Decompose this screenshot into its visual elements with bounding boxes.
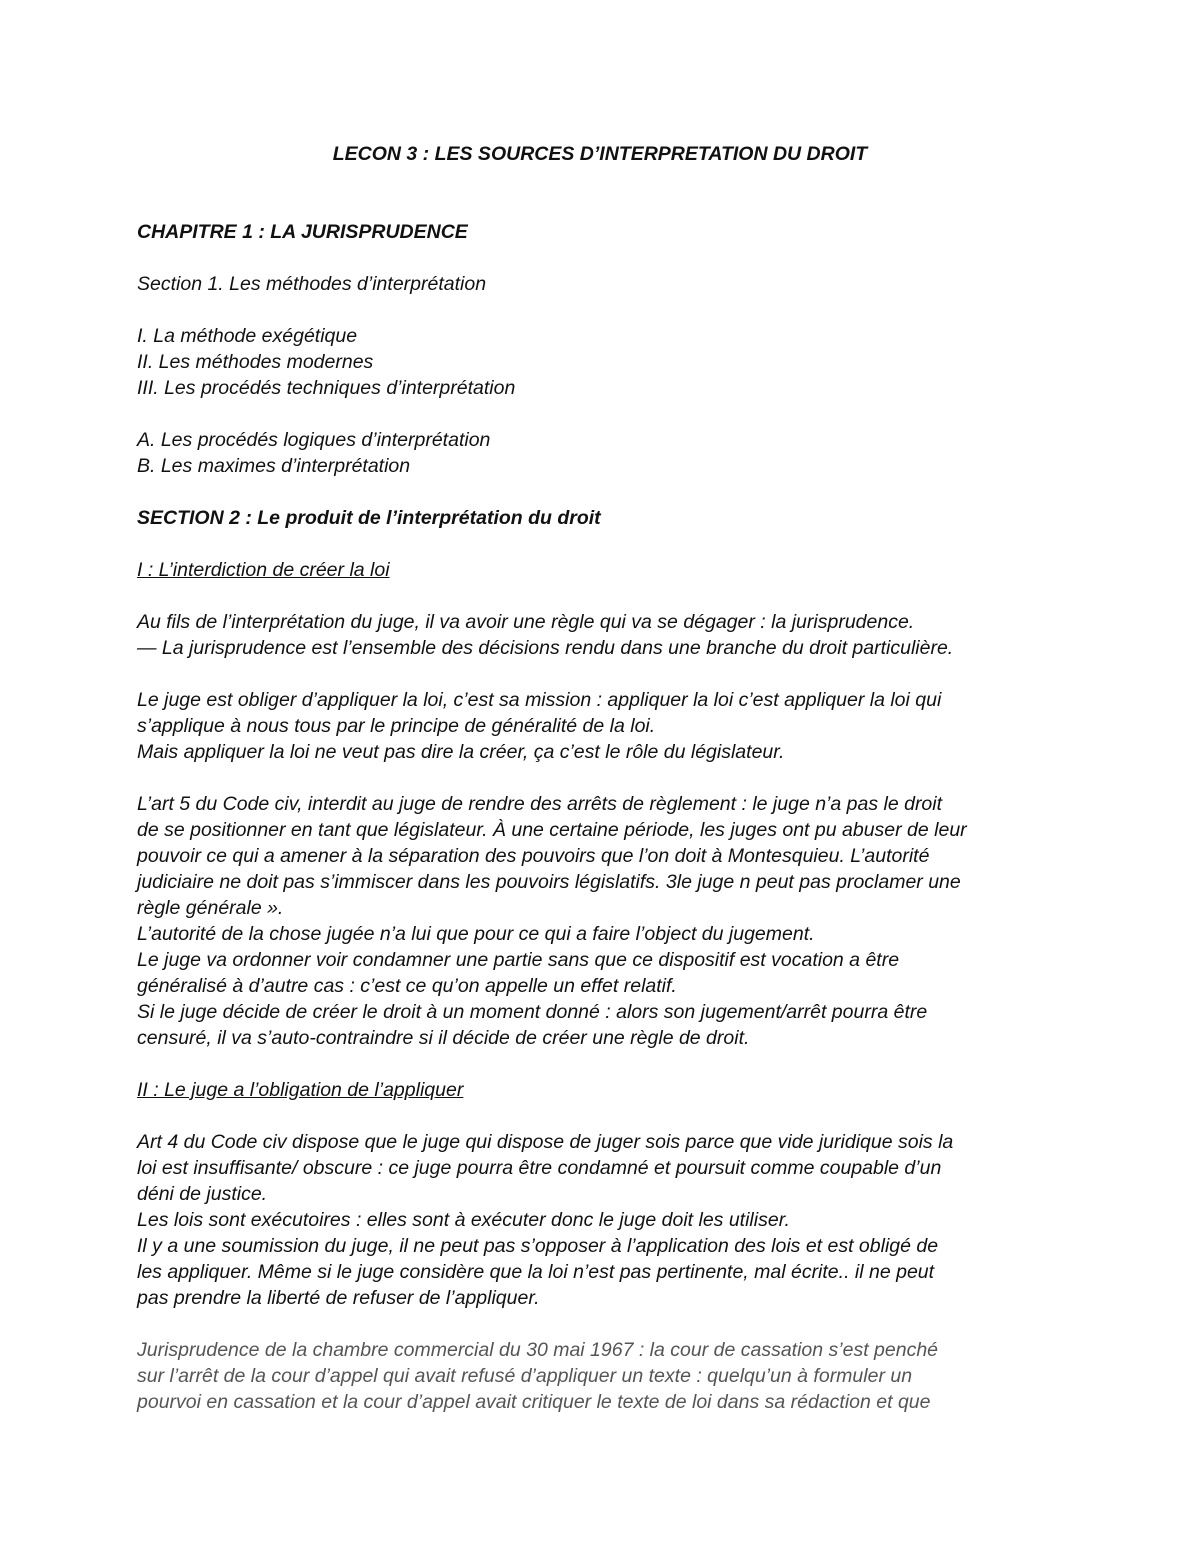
paragraph-line: Le juge est obliger d’appliquer la loi, c’est sa mission : appliquer la loi c’est appliquer la loi qui <box>137 689 942 711</box>
chapter-heading: CHAPITRE 1 : LA JURISPRUDENCE <box>137 221 468 243</box>
paragraph-line: Au fils de l’interprétation du juge, il va avoir une règle qui va se dégager : la jurisprudence. <box>137 611 915 633</box>
part-2-heading: II : Le juge a l’obligation de l’appliquer <box>137 1079 464 1101</box>
section-1-heading: Section 1. Les méthodes d’interprétation <box>137 273 487 295</box>
paragraph-line: pourvoi en cassation et la cour d’appel avait critiquer le texte de loi dans sa rédaction et que <box>137 1391 931 1413</box>
part-1-heading: I : L’interdiction de créer la loi <box>137 559 390 581</box>
paragraph-line: généralisé à d’autre cas : c’est ce qu’on appelle un effet relatif. <box>137 975 677 997</box>
outline-subitem: B. Les maximes d’interprétation <box>137 455 411 477</box>
paragraph-line: Jurisprudence de la chambre commercial du 30 mai 1967 : la cour de cassation s’est penché <box>137 1339 939 1361</box>
outline-subitem: A. Les procédés logiques d’interprétation <box>137 429 491 451</box>
paragraph-line: de se positionner en tant que législateur. À une certaine période, les juges ont pu abuser de leur <box>137 819 967 841</box>
outline-item: I. La méthode exégétique <box>137 325 358 347</box>
paragraph-line: sur l’arrêt de la cour d’appel qui avait refusé d’appliquer un texte : quelqu’un à formuler un <box>137 1365 913 1387</box>
paragraph-line: règle générale ». <box>137 897 284 919</box>
outline-item: II. Les méthodes modernes <box>137 351 374 373</box>
paragraph-line: pouvoir ce qui a amener à la séparation des pouvoirs que l’on doit à Montesquieu. L’autorité <box>137 845 930 867</box>
outline-item: III. Les procédés techniques d’interprétation <box>137 377 516 399</box>
paragraph-line: loi est insuffisante/ obscure : ce juge pourra être condamné et poursuit comme coupable d’un <box>137 1157 942 1179</box>
paragraph-line: Les lois sont exécutoires : elles sont à exécuter donc le juge doit les utiliser. <box>137 1209 790 1231</box>
paragraph-line: les appliquer. Même si le juge considère que la loi n’est pas pertinente, mal écrite.. il ne peut <box>137 1261 935 1283</box>
paragraph-line: déni de justice. <box>137 1183 268 1205</box>
paragraph-line: Mais appliquer la loi ne veut pas dire la créer, ça c’est le rôle du législateur. <box>137 741 785 763</box>
paragraph-line: Si le juge décide de créer le droit à un moment donné : alors son jugement/arrêt pourra être <box>137 1001 928 1023</box>
paragraph-line: pas prendre la liberté de refuser de l’appliquer. <box>137 1287 540 1309</box>
section-2-heading: SECTION 2 : Le produit de l’interprétation du droit <box>137 507 601 529</box>
paragraph-line: L’autorité de la chose jugée n’a lui que pour ce qui a faire l’object du jugement. <box>137 923 815 945</box>
paragraph-line: L’art 5 du Code civ, interdit au juge de rendre des arrêts de règlement : le juge n’a pas le droit <box>137 793 943 815</box>
paragraph-line: Il y a une soumission du juge, il ne peut pas s’opposer à l’application des lois et est obligé de <box>137 1235 939 1257</box>
paragraph-line: censuré, il va s’auto-contraindre si il décide de créer une règle de droit. <box>137 1027 750 1049</box>
paragraph-line: s’applique à nous tous par le principe de généralité de la loi. <box>137 715 656 737</box>
paragraph-line: — La jurisprudence est l’ensemble des décisions rendu dans une branche du droit particulière. <box>137 637 954 659</box>
paragraph-line: Le juge va ordonner voir condamner une partie sans que ce dispositif est vocation a être <box>137 949 900 971</box>
paragraph-line: Art 4 du Code civ dispose que le juge qui dispose de juger sois parce que vide juridique sois la <box>137 1131 954 1153</box>
document-title: LECON 3 : LES SOURCES D’INTERPRETATION DU DROIT <box>332 143 868 165</box>
paragraph-line: judiciaire ne doit pas s’immiscer dans les pouvoirs législatifs. 3le juge n peut pas proclamer une <box>137 871 961 893</box>
